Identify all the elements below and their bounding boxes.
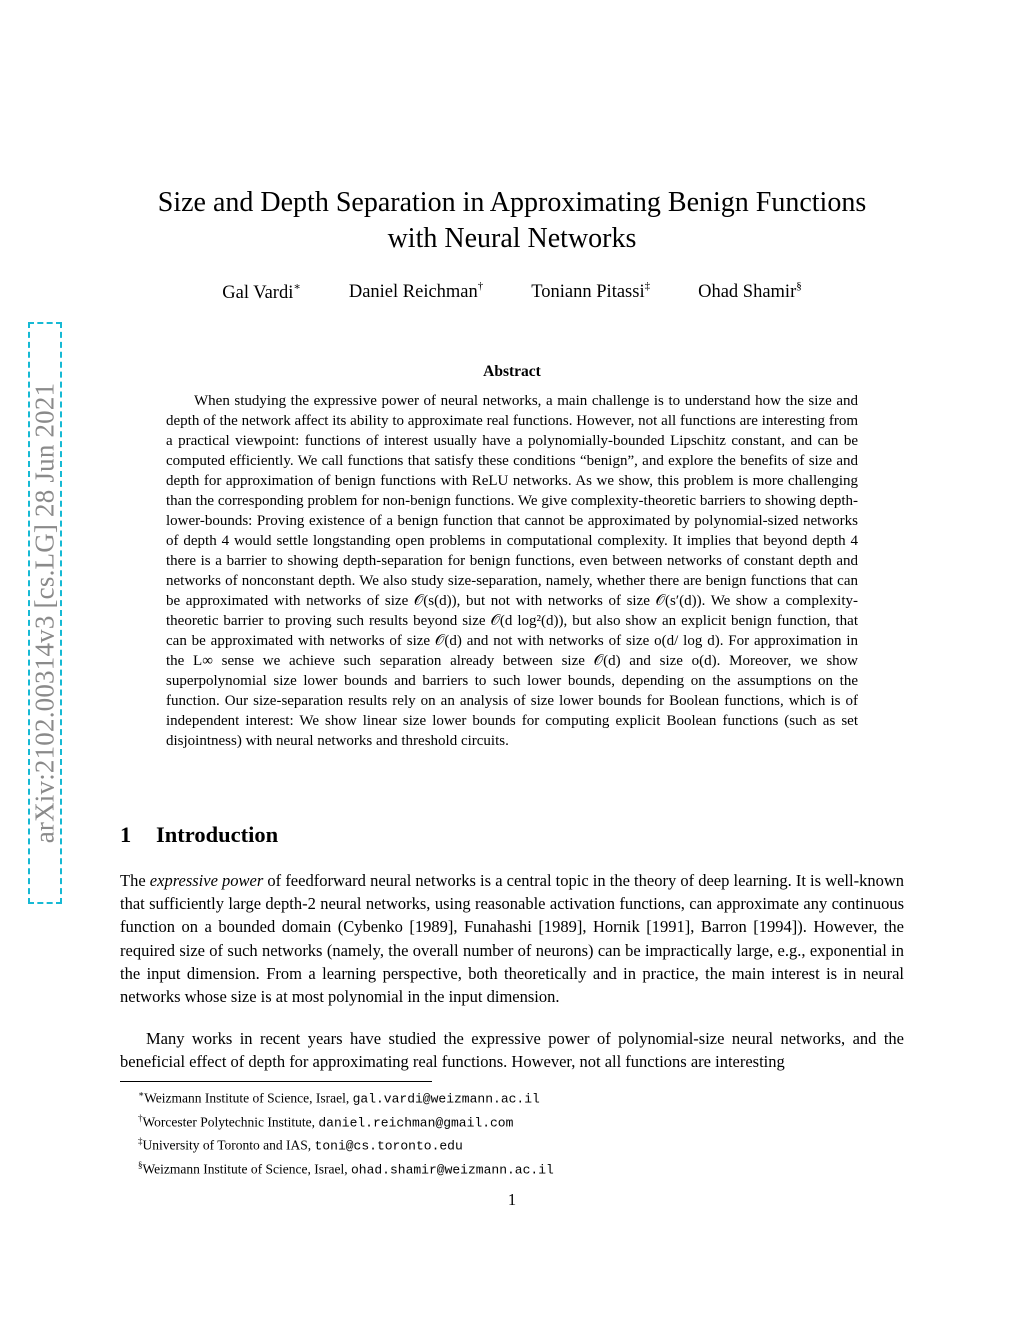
intro-paragraph-2: Many works in recent years have studied the expressive power of polynomial-size neural networks, and the beneficial effect of depth for approximating real functions. However, not all functions are interesting [120,1029,904,1072]
page-number: 1 [507,1190,517,1209]
email-link[interactable]: daniel.reichman@gmail.com [318,1115,514,1131]
paper-title [120,185,904,257]
intro-paragraph-1: The expressive power of feedforward neural networks is a central topic in the theory of deep learning. It is well-known that sufficiently large depth-2 neural networks, using reasonable activation functions, can approximate any continuous function on a bounded domain (Cybenko [1989], Funahashi [1989], Hornik [1991], Barron [1994]). However, the required size of such networks (namely, the overall number of neurons) can be impractically large, e.g., exponential in the input dimension. From a learning perspective, both theoretically and in practice, the main interest is in neural networks whose size is at most polynomial in the input dimension. [120,871,905,1007]
section-heading-introduction [120,822,278,848]
footnote-mark[interactable]: § [796,280,802,292]
footnotes [138,1085,554,1180]
author-list [120,281,904,304]
author-daniel-reichman: Daniel Reichman† [348,280,484,303]
footnote-mark[interactable]: ∗ [293,281,301,293]
footnote-1: ∗Weizmann Institute of Science, Israel, gal.vardi@weizmann.ac.il [138,1089,540,1107]
footnote-2: †Worcester Polytechnic Institute, daniel.reichman@gmail.com [138,1112,514,1131]
section-number: 1 [120,822,132,847]
email-link[interactable]: toni@cs.toronto.edu [314,1138,463,1154]
author-gal-vardi: Gal Vardi∗ [222,281,301,304]
arxiv-stamp [28,322,62,904]
title-line-2: with Neural Networks [387,223,637,254]
footnote-4: §Weizmann Institute of Science, Israel, ohad.shamir@weizmann.ac.il [138,1160,554,1178]
emphasis-expressive-power: expressive power [149,871,264,890]
section-title: Introduction [156,822,279,847]
arxiv-identifier[interactable]: arXiv:2102.00314v3 [cs.LG] 28 Jun 2021 [29,382,60,844]
abstract-heading: Abstract [483,363,541,380]
footnote-3: ‡University of Toronto and IAS, toni@cs.toronto.edu [138,1136,463,1154]
footnote-divider [120,1081,432,1082]
author-ohad-shamir: Ohad Shamir§ [698,280,802,303]
footnote-mark[interactable]: † [477,280,484,292]
email-link[interactable]: ohad.shamir@weizmann.ac.il [350,1162,554,1178]
abstract-text: When studying the expressive power of neural networks, a main challenge is to understand how the size and depth of the network affect its ability to approximate real functions. However, not all functions are interesting from a practical viewpoint: functions of interest usually have a polynomially-bounded Lipschitz constant, and can be computed efficiently. We call functions that satisfy these conditions “benign”, and explore the benefits of size and depth for approximation of benign functions with ReLU networks. As we show, this problem is more challenging than the corresponding problem for non-benign functions. We give complexity-theoretic barriers to showing depth-lower-bounds: Proving existence of a benign function that cannot be approximated by polynomial-sized networks of depth 4 would settle longstanding open problems in computational complexity. It implies that beyond depth 4 there is a barrier to showing depth-separation for benign functions, even between networks of constant depth and networks of nonconstant depth. We also study size-separation, namely, whether there are benign functions that can be approximated with networks of size 𝒪(s(d)), but not with networks of size 𝒪(s′(d)). We show a complexity-theoretic barrier to proving such results beyond size 𝒪(d log²(d)), but also show an explicit benign function, that can be approximated with networks of size 𝒪(d) and not with networks of size o(d/ log d). For approximation in the L∞ sense we achieve such separation already between size 𝒪(d) and size o(d). Moreover, we show superpolynomial size lower bounds and barriers to such lower bounds, depending on the assumptions on the function. Our size-separation results rely on an analysis of size lower bounds for Boolean functions, which is of independent interest: We show linear size lower bounds for computing explicit Boolean functions (such as set disjointness) with neural networks and threshold circuits. [166,393,858,749]
email-link[interactable]: gal.vardi@weizmann.ac.il [352,1091,540,1107]
author-toniann-pitassi: Toniann Pitassi‡ [531,280,651,303]
abstract-body [166,391,858,751]
footnote-mark[interactable]: ‡ [644,280,651,292]
title-line-1: Size and Depth Separation in Approximating Benign Functions [157,187,867,218]
